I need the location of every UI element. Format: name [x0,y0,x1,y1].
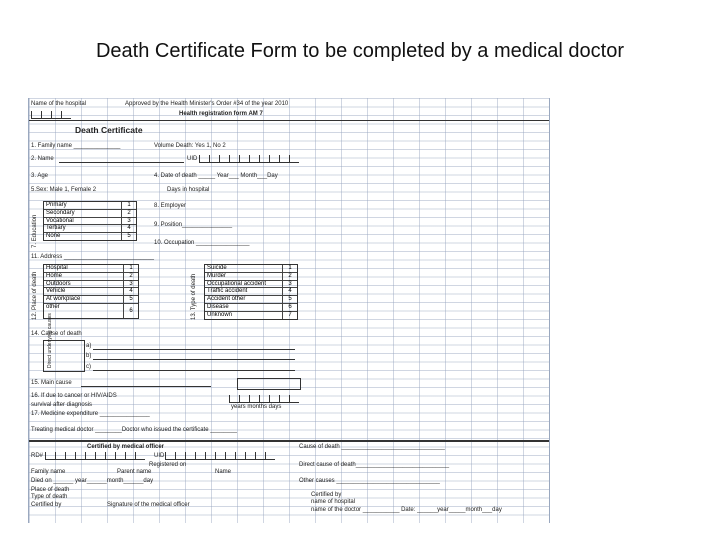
education-label: 7. Education [32,214,38,248]
signature-label: Signature of the medical officer [107,502,190,508]
certified-by-label: Certified by [31,502,62,508]
type-row[interactable]: Disease 6 [205,304,297,312]
type-of-death-label: 13. Type of death [191,273,197,320]
uid2-boxes[interactable] [165,452,275,460]
name-field[interactable]: 2. Name [31,156,54,162]
position-field[interactable]: 9. Position_______________ [154,222,233,228]
section-divider [29,440,549,442]
type-of-death-table [204,264,298,320]
survival-label: survival after diagnosis [31,402,93,408]
medicine-expenditure-field[interactable]: 17. Medicine expenditure _______________ [31,411,150,417]
cause-c-line[interactable] [93,370,295,371]
died-on-field[interactable]: Died on ______ year______month______day [31,478,154,484]
family-name2-label: Family name [31,469,66,475]
main-cause-code-box[interactable] [237,378,301,390]
family-name-field[interactable]: 1. Family name ______________ [31,143,121,149]
cause-a-line[interactable] [93,349,295,350]
uid2-label: UID [154,453,165,459]
type-row[interactable]: Suicide 1 [205,265,297,273]
divider [29,120,549,121]
type-row[interactable]: Occupational accident 3 [205,281,297,289]
main-cause-label: 15. Main cause [31,380,72,386]
cancer-label: 16. If due to cancer or HIV/AIDS [31,393,117,399]
slide-title: Death Certificate Form to be completed by a medical doctor [95,40,625,62]
hospital-code-boxes[interactable] [31,111,71,119]
rd-label: RD# [31,453,44,459]
certified-heading: Certified by medical officer [87,444,165,450]
place-of-death-label: 12. Place of death [32,271,38,320]
place-row[interactable]: At workplace 5 [44,296,138,304]
days-in-hospital-field[interactable]: Days in hospital [167,187,210,193]
registered-on-label: Registered on [149,462,187,468]
place-of-death-field[interactable]: Place of death [31,487,70,493]
name2-label: Name [215,469,232,475]
place-row[interactable]: Vehicle 4 [44,288,138,296]
type-row[interactable]: Unknown 7 [207,311,292,318]
direct-cause-field[interactable]: Direct cause of death____________________________ [299,462,450,468]
place-of-death-table [43,264,139,319]
employer-field[interactable]: 8. Employer [154,203,187,209]
education-row[interactable]: Primary 1 [44,202,136,210]
place-row[interactable]: Home 2 [44,273,138,281]
hospital-name2-field[interactable]: name of hospital [311,499,356,505]
approval-text: Approved by the Health Minister's Order #34 of the year 2010 [125,101,289,107]
parent-name-label: Parent name [117,469,152,475]
cause-a-label: a) [86,343,92,349]
occupation-field[interactable]: 10. Occupation ________________ [154,240,250,246]
cause-side-label: Direct underlying causes [47,313,53,368]
treating-doctor-field[interactable]: Treating medical doctor ________Doctor who issued the certificate ________ [31,427,237,433]
uid-label: UID [187,156,198,162]
rd-boxes[interactable] [45,452,145,460]
sex-field[interactable]: 5.Sex: Male 1, Female 2 [31,187,97,193]
doctor-name-date-field[interactable]: name of the doctor ___________ Date: ______year_____month___day [311,507,502,513]
cause-c-label: c) [86,364,91,370]
certificate-heading: Death Certificate [75,125,143,135]
survival-boxes[interactable] [229,395,299,403]
education-row[interactable]: Vocational 3 [44,218,136,226]
hospital-name-label: Name of the hospital [31,101,87,107]
date-of-death-field[interactable]: 4. Date of death _____ Year___ Month___Day [154,173,278,179]
uid-boxes[interactable] [199,155,299,163]
education-row[interactable]: Tertiary 4 [44,225,136,233]
cause-of-death-label: 14. Cause of death [31,331,82,337]
address-field[interactable]: 11. Address ___________________________ [31,254,155,260]
education-row[interactable]: None 5 [46,233,131,240]
cause-of-death-right[interactable]: Cause of death _______________________________ [299,444,445,450]
place-row[interactable]: Hospital 1 [44,265,138,273]
education-row[interactable]: Secondary 2 [44,210,136,218]
type-of-death-field[interactable]: Type of death [31,494,68,500]
place-row[interactable]: other 6 [44,304,138,318]
other-causes-field[interactable]: Other causes _______________________________ [299,478,440,484]
type-row[interactable]: Accident other 5 [205,296,297,304]
cause-b-label: b) [86,353,92,359]
volume-death-field[interactable]: Volume Death: Yes 1, No 2 [154,143,226,149]
death-certificate-form [28,98,550,523]
certified-by2-label: Certified by [311,492,342,498]
age-field[interactable]: 3. Age [31,173,49,179]
main-cause-line[interactable] [81,386,211,387]
type-row[interactable]: Traffic accident 4 [205,288,297,296]
name-line [59,162,184,163]
type-row[interactable]: Murder 2 [205,273,297,281]
years-months-days-label: years months days [231,404,282,410]
education-table [43,201,137,241]
place-row[interactable]: Outdoors 3 [44,281,138,289]
health-form-title: Health registration form AM 7 [179,111,263,117]
cause-b-line[interactable] [93,359,295,360]
